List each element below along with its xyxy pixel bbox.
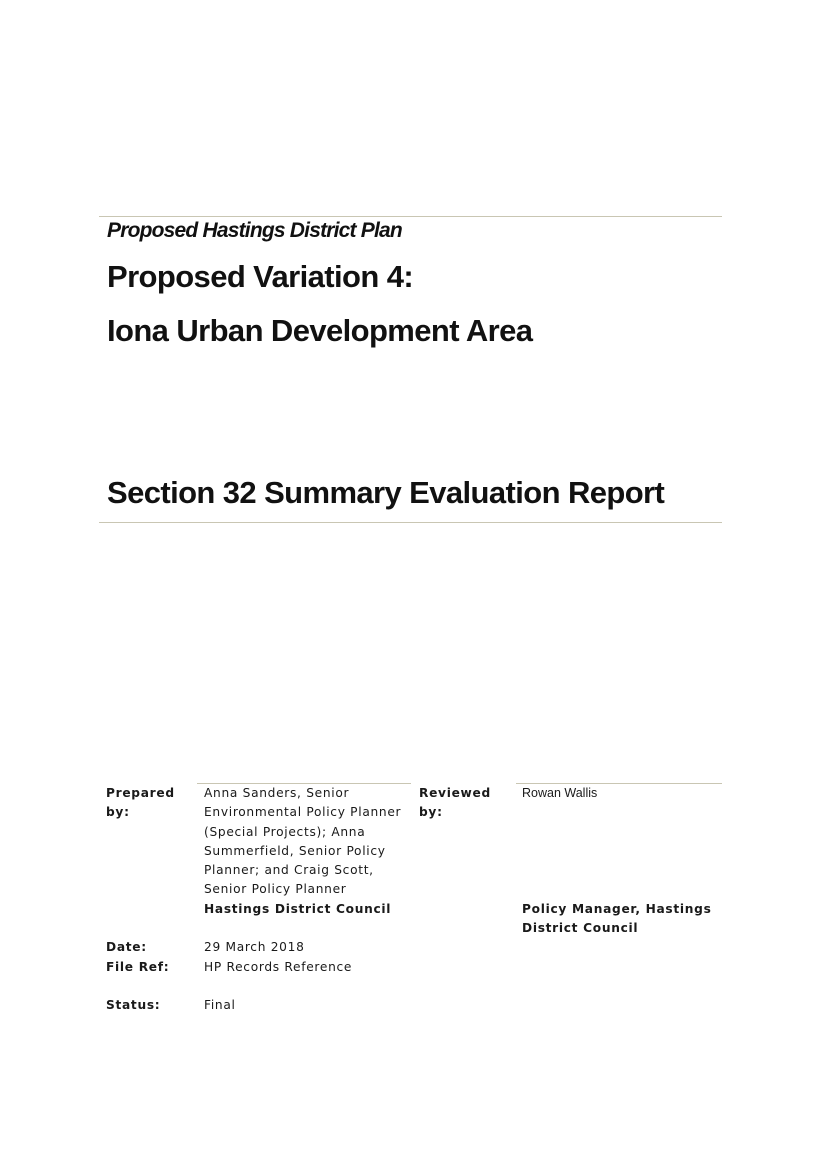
prepared-by-value: Anna Sanders, Senior Environmental Policy Planner (Special Projects); Anna Summerfield, Senior Policy Planner; and Craig Scott, Senior Policy Planner Hastings District Council xyxy=(204,784,414,919)
prepared-by-label: Prepared by: xyxy=(106,786,175,820)
date-label: Date: xyxy=(106,940,147,954)
reviewed-by-label: Reviewed by: xyxy=(419,786,491,820)
title-line-1: Proposed Variation 4: xyxy=(107,259,414,294)
reviewed-by-org: Policy Manager, Hastings District Council xyxy=(522,902,712,936)
status-label: Status: xyxy=(106,998,161,1012)
title-line-2: Iona Urban Development Area xyxy=(107,313,533,348)
title-divider xyxy=(99,522,722,523)
report-title: Section 32 Summary Evaluation Report xyxy=(107,475,665,510)
prepared-by-org: Hastings District Council xyxy=(204,901,392,916)
top-divider xyxy=(99,216,722,217)
plan-name: Proposed Hastings District Plan xyxy=(107,219,402,242)
status-value: Final xyxy=(204,998,236,1012)
file-ref-value: HP Records Reference xyxy=(204,960,353,974)
date-value: 29 March 2018 xyxy=(204,940,305,954)
reviewed-by-name: Rowan Wallis xyxy=(522,786,598,800)
file-ref-label: File Ref: xyxy=(106,960,170,974)
